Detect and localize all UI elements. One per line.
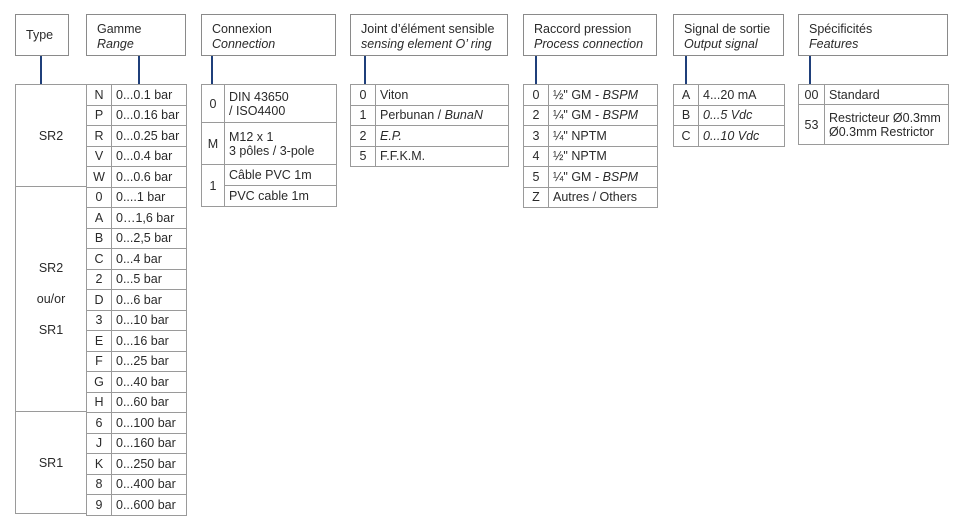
process-row [524, 126, 658, 147]
signal-label [699, 105, 785, 126]
range-code: J [87, 433, 112, 454]
range-code: 8 [87, 474, 112, 495]
range-code: W [87, 167, 112, 188]
type-group-both [16, 187, 87, 412]
connector-range [138, 56, 140, 84]
process-label-en: BSPM [602, 108, 639, 123]
range-code: F [87, 351, 112, 372]
process-label-fr: ¼" NPTM [553, 128, 607, 143]
range-label: 0...60 bar [112, 392, 187, 413]
process-label [549, 167, 658, 188]
oring-label-en: E.P. [380, 128, 403, 143]
connection-label [225, 123, 337, 165]
range-row [87, 208, 187, 229]
process-row [524, 85, 658, 106]
range-row [87, 454, 187, 475]
oring-row [351, 126, 509, 147]
header-range-en: Range [97, 37, 134, 51]
signal-row [674, 126, 785, 147]
signal-code: A [674, 85, 699, 106]
range-label: 0...600 bar [112, 495, 187, 516]
signal-table [673, 84, 785, 147]
range-code: V [87, 146, 112, 167]
process-table [523, 84, 658, 208]
range-label: 0...250 bar [112, 454, 187, 475]
oring-row [351, 85, 509, 106]
connection-line2: / ISO4400 [229, 103, 286, 118]
connection-line1: M12 x 1 [229, 129, 274, 144]
range-row [87, 310, 187, 331]
signal-row [674, 85, 785, 106]
connection-line1: Câble PVC 1m [225, 165, 337, 186]
type-sr1: SR1 [16, 412, 87, 514]
range-label: 0...4 bar [112, 249, 187, 270]
connector-signal [685, 56, 687, 84]
oring-label [376, 105, 509, 126]
range-row [87, 85, 187, 106]
oring-code: 1 [351, 105, 376, 126]
oring-code: 5 [351, 146, 376, 167]
range-row [87, 126, 187, 147]
oring-label-fr: Viton [380, 87, 409, 102]
header-oring-fr: Joint d’élément sensible [361, 22, 495, 36]
range-row [87, 331, 187, 352]
range-label: 0...100 bar [112, 413, 187, 434]
range-label: 0...160 bar [112, 433, 187, 454]
header-oring [350, 14, 508, 56]
range-label: 0...0.4 bar [112, 146, 187, 167]
connector-connection [211, 56, 213, 84]
oring-label-en: BunaN [444, 108, 483, 123]
range-row [87, 249, 187, 270]
range-code: C [87, 249, 112, 270]
process-row [524, 105, 658, 126]
connection-row [202, 165, 337, 186]
process-label-en: BSPM [602, 169, 639, 184]
connection-row [202, 85, 337, 123]
process-code: 3 [524, 126, 549, 147]
process-code: 5 [524, 167, 549, 188]
range-code: B [87, 228, 112, 249]
range-label: 0...400 bar [112, 474, 187, 495]
features-label [825, 105, 949, 145]
range-label: 0...0.6 bar [112, 167, 187, 188]
type-sr2: SR2 [16, 85, 87, 187]
signal-code: B [674, 105, 699, 126]
header-features [798, 14, 948, 56]
process-row [524, 146, 658, 167]
connector-features [809, 56, 811, 84]
range-row [87, 228, 187, 249]
header-signal-fr: Signal de sortie [684, 22, 771, 36]
range-row [87, 269, 187, 290]
range-label: 0...0.16 bar [112, 105, 187, 126]
range-label: 0....1 bar [112, 187, 187, 208]
process-label-en: BSPM [602, 87, 639, 102]
features-code: 00 [799, 85, 825, 105]
header-signal-en: Output signal [684, 37, 758, 51]
oring-table [350, 84, 509, 167]
type-both [16, 187, 87, 412]
range-row [87, 413, 187, 434]
header-oring-en: sensing element O’ ring [361, 37, 492, 51]
header-process-fr: Raccord pression [534, 22, 632, 36]
range-label: 0...5 bar [112, 269, 187, 290]
connection-label [225, 85, 337, 123]
range-label: 0...0.25 bar [112, 126, 187, 147]
range-code: K [87, 454, 112, 475]
header-range [86, 14, 186, 56]
range-code: R [87, 126, 112, 147]
type-table [15, 84, 87, 514]
process-row [524, 167, 658, 188]
process-code: 2 [524, 105, 549, 126]
connection-line2: 3 pôles / 3-pole [229, 143, 315, 158]
connection-line1: DIN 43650 [229, 89, 289, 104]
process-label [549, 126, 658, 147]
signal-label-en: 0...5 Vdc [703, 108, 753, 123]
features-line1: Restricteur Ø0.3mm [829, 110, 941, 125]
features-table [798, 84, 949, 145]
connector-oring [364, 56, 366, 84]
range-row [87, 105, 187, 126]
range-code: A [87, 208, 112, 229]
signal-label [699, 85, 785, 106]
signal-label [699, 126, 785, 147]
oring-code: 0 [351, 85, 376, 106]
process-label [549, 187, 658, 208]
range-label: 0...0.1 bar [112, 85, 187, 106]
process-label-fr: ½" NPTM [553, 149, 607, 164]
oring-label [376, 146, 509, 167]
connector-process [535, 56, 537, 84]
connection-code: 1 [202, 165, 225, 207]
range-row [87, 187, 187, 208]
header-type-label: Type [26, 28, 54, 42]
range-label: 0...2,5 bar [112, 228, 187, 249]
type-both-sr2: SR2 [38, 260, 64, 275]
oring-code: 2 [351, 126, 376, 147]
range-row [87, 372, 187, 393]
process-code: 4 [524, 146, 549, 167]
range-row [87, 146, 187, 167]
header-range-fr: Gamme [97, 22, 142, 36]
header-connection-en: Connection [212, 37, 276, 51]
connection-table [201, 84, 337, 207]
features-label: Standard [825, 85, 949, 105]
range-table [86, 84, 187, 516]
type-both-sr1: SR1 [38, 322, 64, 337]
range-row [87, 495, 187, 516]
process-label [549, 105, 658, 126]
range-row [87, 392, 187, 413]
range-label: 0...16 bar [112, 331, 187, 352]
signal-row [674, 105, 785, 126]
range-row [87, 351, 187, 372]
oring-label-fr: Perbunan / [380, 108, 445, 123]
process-label-fr: Autres / Others [553, 190, 638, 205]
range-code: H [87, 392, 112, 413]
header-features-fr: Spécificités [809, 22, 873, 36]
range-code: 3 [87, 310, 112, 331]
features-row [799, 105, 949, 145]
header-process [523, 14, 657, 56]
oring-label [376, 85, 509, 106]
range-row [87, 474, 187, 495]
header-signal [673, 14, 784, 56]
type-group-sr1 [16, 412, 87, 514]
range-code: 6 [87, 413, 112, 434]
header-type [15, 14, 69, 56]
features-code: 53 [799, 105, 825, 145]
range-row [87, 290, 187, 311]
oring-row [351, 146, 509, 167]
range-label: 0...40 bar [112, 372, 187, 393]
process-code: Z [524, 187, 549, 208]
process-row [524, 187, 658, 208]
range-code: 2 [87, 269, 112, 290]
process-label-fr: ¼" GM - [553, 108, 603, 123]
process-label-fr: ¼" GM - [553, 169, 603, 184]
range-code: 9 [87, 495, 112, 516]
range-label: 0...25 bar [112, 351, 187, 372]
connection-code: 0 [202, 85, 225, 123]
range-code: N [87, 85, 112, 106]
range-label: 0…1,6 bar [112, 208, 187, 229]
signal-code: C [674, 126, 699, 147]
oring-label-fr: F.F.K.M. [380, 149, 426, 164]
range-code: 0 [87, 187, 112, 208]
process-label [549, 146, 658, 167]
type-group-sr2 [16, 85, 87, 187]
process-code: 0 [524, 85, 549, 106]
signal-label-en: 0...10 Vdc [703, 128, 760, 143]
connector-type [40, 56, 42, 84]
signal-label-fr: 4...20 mA [703, 87, 757, 102]
type-both-or: ou/or [36, 291, 66, 306]
oring-label [376, 126, 509, 147]
features-line2: Ø0.3mm Restrictor [829, 124, 934, 139]
range-label: 0...6 bar [112, 290, 187, 311]
range-code: E [87, 331, 112, 352]
range-code: D [87, 290, 112, 311]
process-label [549, 85, 658, 106]
range-code: P [87, 105, 112, 126]
connection-row [202, 123, 337, 165]
range-label: 0...10 bar [112, 310, 187, 331]
header-connection-fr: Connexion [212, 22, 272, 36]
range-row [87, 167, 187, 188]
process-label-fr: ½" GM - [553, 87, 603, 102]
header-features-en: Features [809, 37, 859, 51]
connection-line2: PVC cable 1m [225, 186, 337, 207]
range-code: G [87, 372, 112, 393]
range-row [87, 433, 187, 454]
connection-code: M [202, 123, 225, 165]
oring-row [351, 105, 509, 126]
header-process-en: Process connection [534, 37, 644, 51]
header-connection [201, 14, 336, 56]
features-row [799, 85, 949, 105]
